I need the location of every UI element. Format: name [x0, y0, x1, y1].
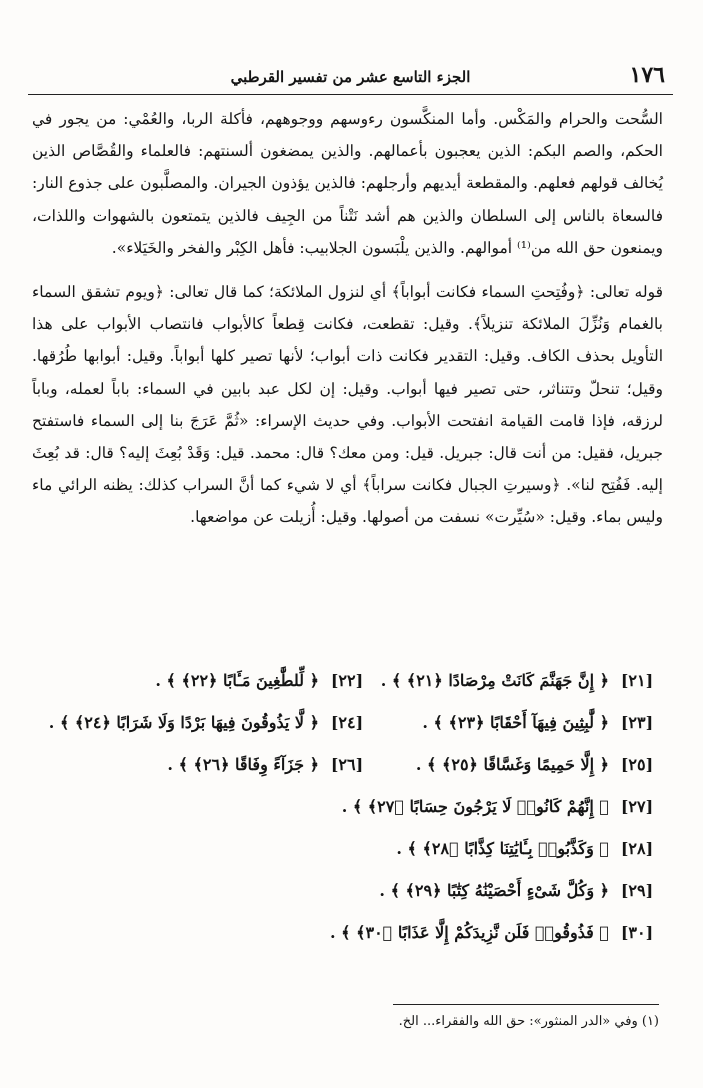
footnote: (١) وفي «الدر المنثور»: حق الله والفقراء... الخ. [398, 1014, 659, 1029]
verse-number: [٢٥] [620, 755, 654, 774]
verse-text: ﴿ لِّلطَّٰغِينَ مَـَٔابًا ﴿٢٢﴾ ﴾ . [155, 671, 319, 690]
verse [369, 661, 659, 701]
verse-text: ﴿ لَّا يَذُوقُونَ فِيهَا بَرْدًا وَلَا شَرَابًا ﴿٢٤﴾ ﴾ . [48, 713, 319, 732]
verse-number: [٢٢] [330, 671, 364, 690]
verse [336, 787, 659, 827]
verse-row [40, 828, 659, 870]
verse-row [40, 786, 659, 828]
verse-text: ﴿ جَزَآءً وِفَاقًا ﴿٢٦﴾ ﴾ . [167, 755, 319, 774]
footnote-divider [393, 1004, 659, 1005]
verse-number: [٣٠] [620, 923, 654, 942]
page-number: ١٧٦ [629, 62, 665, 88]
verse-number: [٢٤] [330, 713, 364, 732]
verse-list [40, 660, 659, 954]
verse-text: ﴿ وَكُلَّ شَىْءٍ أَحْصَيْنَٰهُ كِتَٰبًا ﴿٢٩﴾ ﴾ . [379, 881, 609, 900]
verse [369, 745, 659, 785]
page-header [28, 62, 673, 95]
verse-row [40, 912, 659, 954]
verse-row [40, 660, 659, 702]
verse [149, 661, 369, 701]
verse-text: ﴿ فَذُوقُوا۟ فَلَن نَّزِيدَكُمْ إِلَّا عَذَابًا ﴿٣٠﴾ ﴾ . [330, 923, 609, 942]
verse-number: [٢٩] [620, 881, 654, 900]
verse-text: ﴿ وَكَذَّبُوا۟ بِـَٔايَٰتِنَا كِذَّابًا ﴿٢٨﴾ ﴾ . [396, 839, 609, 858]
verse-number: [٢١] [620, 671, 654, 690]
verse-text: ﴿ إِنَّ جَهَنَّمَ كَانَتْ مِرْصَادًا ﴿٢١﴾ ﴾ . [380, 671, 609, 690]
verse-number: [٢٦] [330, 755, 364, 774]
verse-number: [٢٨] [620, 839, 654, 858]
running-title: الجزء التاسع عشر من تفسير القرطبي [230, 68, 471, 86]
verse [43, 703, 369, 743]
paragraph: قوله تعالى: ﴿وفُتِحتِ السماء فكانت أبواباً﴾ أي لنزول الملائكة؛ كما قال تعالى: ﴿ويوم تشقق السماء بالغمام وَنُزِّلَ الملائكة تنزيلاً﴾. وقيل: تقطعت، فكانت قِطعاً كالأبواب فانتصاب الأبواب على هذا التأويل بحذف الكاف. وقيل: التقدير فكانت ذات أبواب؛ لأنها تصير كلها أبواباً. وقيل: أبوابها طُرُقها. وقيل؛ تنحلّ وتتناثر، حتى تصير فيها أبواب. وقيل: إن لكل عبد بابين في السماء: باباً لعمله، وباباً لرزقه، فإذا قامت القيامة انفتحت الأبواب. وفي حديث الإسراء: «ثُمَّ عَرَجَ بنا إلى السماء فاستفتح جبريل، فقيل: من أنت قال: جبريل. قيل: ومن معك؟ قال: محمد. قيل: وَقَدْ بُعِثَ إليه؟ قال: قد بُعِثَ إليه. فَفُتِح لنا». ﴿وسيرتِ الجبال فكانت سراباً﴾ أي لا شيء كما أنَّ السراب كذلك: يظنه الرائي ماء وليس بماء. وقيل: «سُيِّرت» نسفت من أصولها. وقيل: أُزيلت عن مواضعها. [32, 283, 663, 527]
verse [369, 703, 659, 743]
verse-row [40, 744, 659, 786]
verse [373, 871, 659, 911]
commentary-text [32, 103, 663, 534]
verse [324, 913, 659, 953]
verse-number: [٢٧] [620, 797, 654, 816]
verse-text: ﴿ لَّٰبِثِينَ فِيهَآ أَحْقَابًا ﴿٢٣﴾ ﴾ . [422, 713, 609, 732]
verse-text: ﴿ إِنَّهُمْ كَانُوا۟ لَا يَرْجُونَ حِسَابًا ﴿٢٧﴾ ﴾ . [341, 797, 609, 816]
paragraph: السُّحت والحرام والمَكْس. وأما المنكَّسون رءوسهم ووجوههم، فأكلة الربا، والعُمْي: من يجور في الحكم، والصم البكم: الذين يعجبون بأعمالهم. والذين يمضغون ألسنتهم: فالعلماء والقُصَّاص الذين يُخالف قولهم فعلهم. والمقطعة أيديهم وأرجلهم: فالذين يؤذون الجيران. والمصلَّبون على جذوع النار: فالسعاة بالناس إلى السلطان والذين هم أشد نَتْناً من الجِيف فالذين يتمتعون بالشهوات واللذات، ويمنعون حق الله من⁽¹⁾ أموالهم. والذين يلْبَسون الجلابيب: فأهل الكِبْر والفخر والخَيَلاء». [32, 110, 663, 257]
verse-number: [٢٣] [620, 713, 654, 732]
verse [390, 829, 659, 869]
verse-text: ﴿ إِلَّا حَمِيمًا وَغَسَّاقًا ﴿٢٥﴾ ﴾ . [415, 755, 609, 774]
verse-row [40, 870, 659, 912]
verse [161, 745, 369, 785]
verse-row [40, 702, 659, 744]
